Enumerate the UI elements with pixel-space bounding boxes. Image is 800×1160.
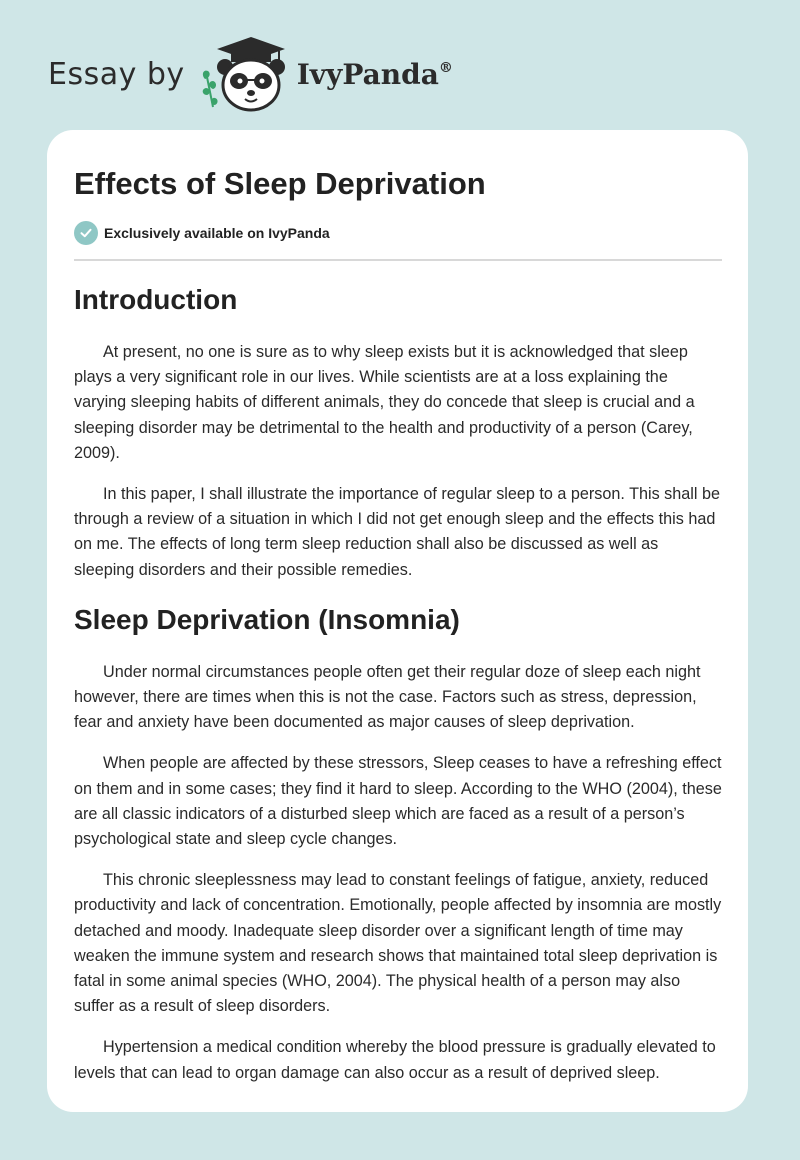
essay-by-label: Essay by	[48, 56, 185, 92]
paragraph: When people are affected by these stressors, Sleep ceases to have a refreshing effect on them and in some cases; they find it hard to sleep. According to the WHO (2004), these are all classic indicators of a disturbed sleep which are faced as a result of a person’s psychological state and sleep cycle changes.	[74, 754, 722, 849]
title-divider	[74, 259, 722, 261]
paragraph: Hypertension a medical condition whereby the blood pressure is gradually elevated to levels that can lead to organ damage can also occur as a result of deprived sleep.	[74, 1038, 716, 1082]
exclusive-badge-text: Exclusively available on IvyPanda	[104, 225, 330, 241]
brand-text: IvyPanda	[296, 57, 439, 91]
section-heading: Introduction	[74, 284, 238, 315]
paragraph: This chronic sleeplessness may lead to constant feelings of fatigue, anxiety, reduced productivity and lack of concentration. Emotionally, people affected by insomnia are mostly detached and moody. Inadequate sleep disorder over a significant length of time may weaken the immune system and research shows that maintained total sleep deprivation is fatal in some animal species (WHO, 2004). The physical health of a person may also suffer as a result of sleep disorders.	[74, 871, 722, 1016]
panda-logo-icon[interactable]	[199, 35, 291, 113]
paragraph: Under normal circumstances people often get their regular doze of sleep each night however, there are times when this is not the case. Factors such as stress, depression, fear and anxiety have been documented as major causes of sleep deprivation.	[74, 662, 701, 732]
essay-card	[47, 130, 748, 1112]
registered-mark: ®	[438, 59, 453, 76]
check-circle-icon	[74, 221, 98, 245]
paragraph: In this paper, I shall illustrate the importance of regular sleep to a person. This shall be through a review of a situation in which I did not get enough sleep and the effects this had on me. The effects of long term sleep reduction shall also be discussed as well as sleeping disorders and their possible remedies.	[74, 485, 720, 579]
site-header	[48, 34, 453, 114]
brand-name	[297, 58, 453, 91]
exclusive-badge	[74, 220, 722, 246]
section-introduction	[74, 283, 722, 583]
section-sleep-deprivation	[74, 603, 722, 1086]
section-heading: Sleep Deprivation (Insomnia)	[74, 603, 460, 635]
paragraph: At present, no one is sure as to why sleep exists but it is acknowledged that sleep plays a very significant role in our lives. While scientists are at a loss explaining the varying sleeping habits of different animals, they do concede that sleep is crucial and a sleeping disorder may be detrimental to the health and productivity of a person (Carey, 2009).	[74, 343, 695, 462]
essay-title: Effects of Sleep Deprivation	[74, 166, 486, 201]
